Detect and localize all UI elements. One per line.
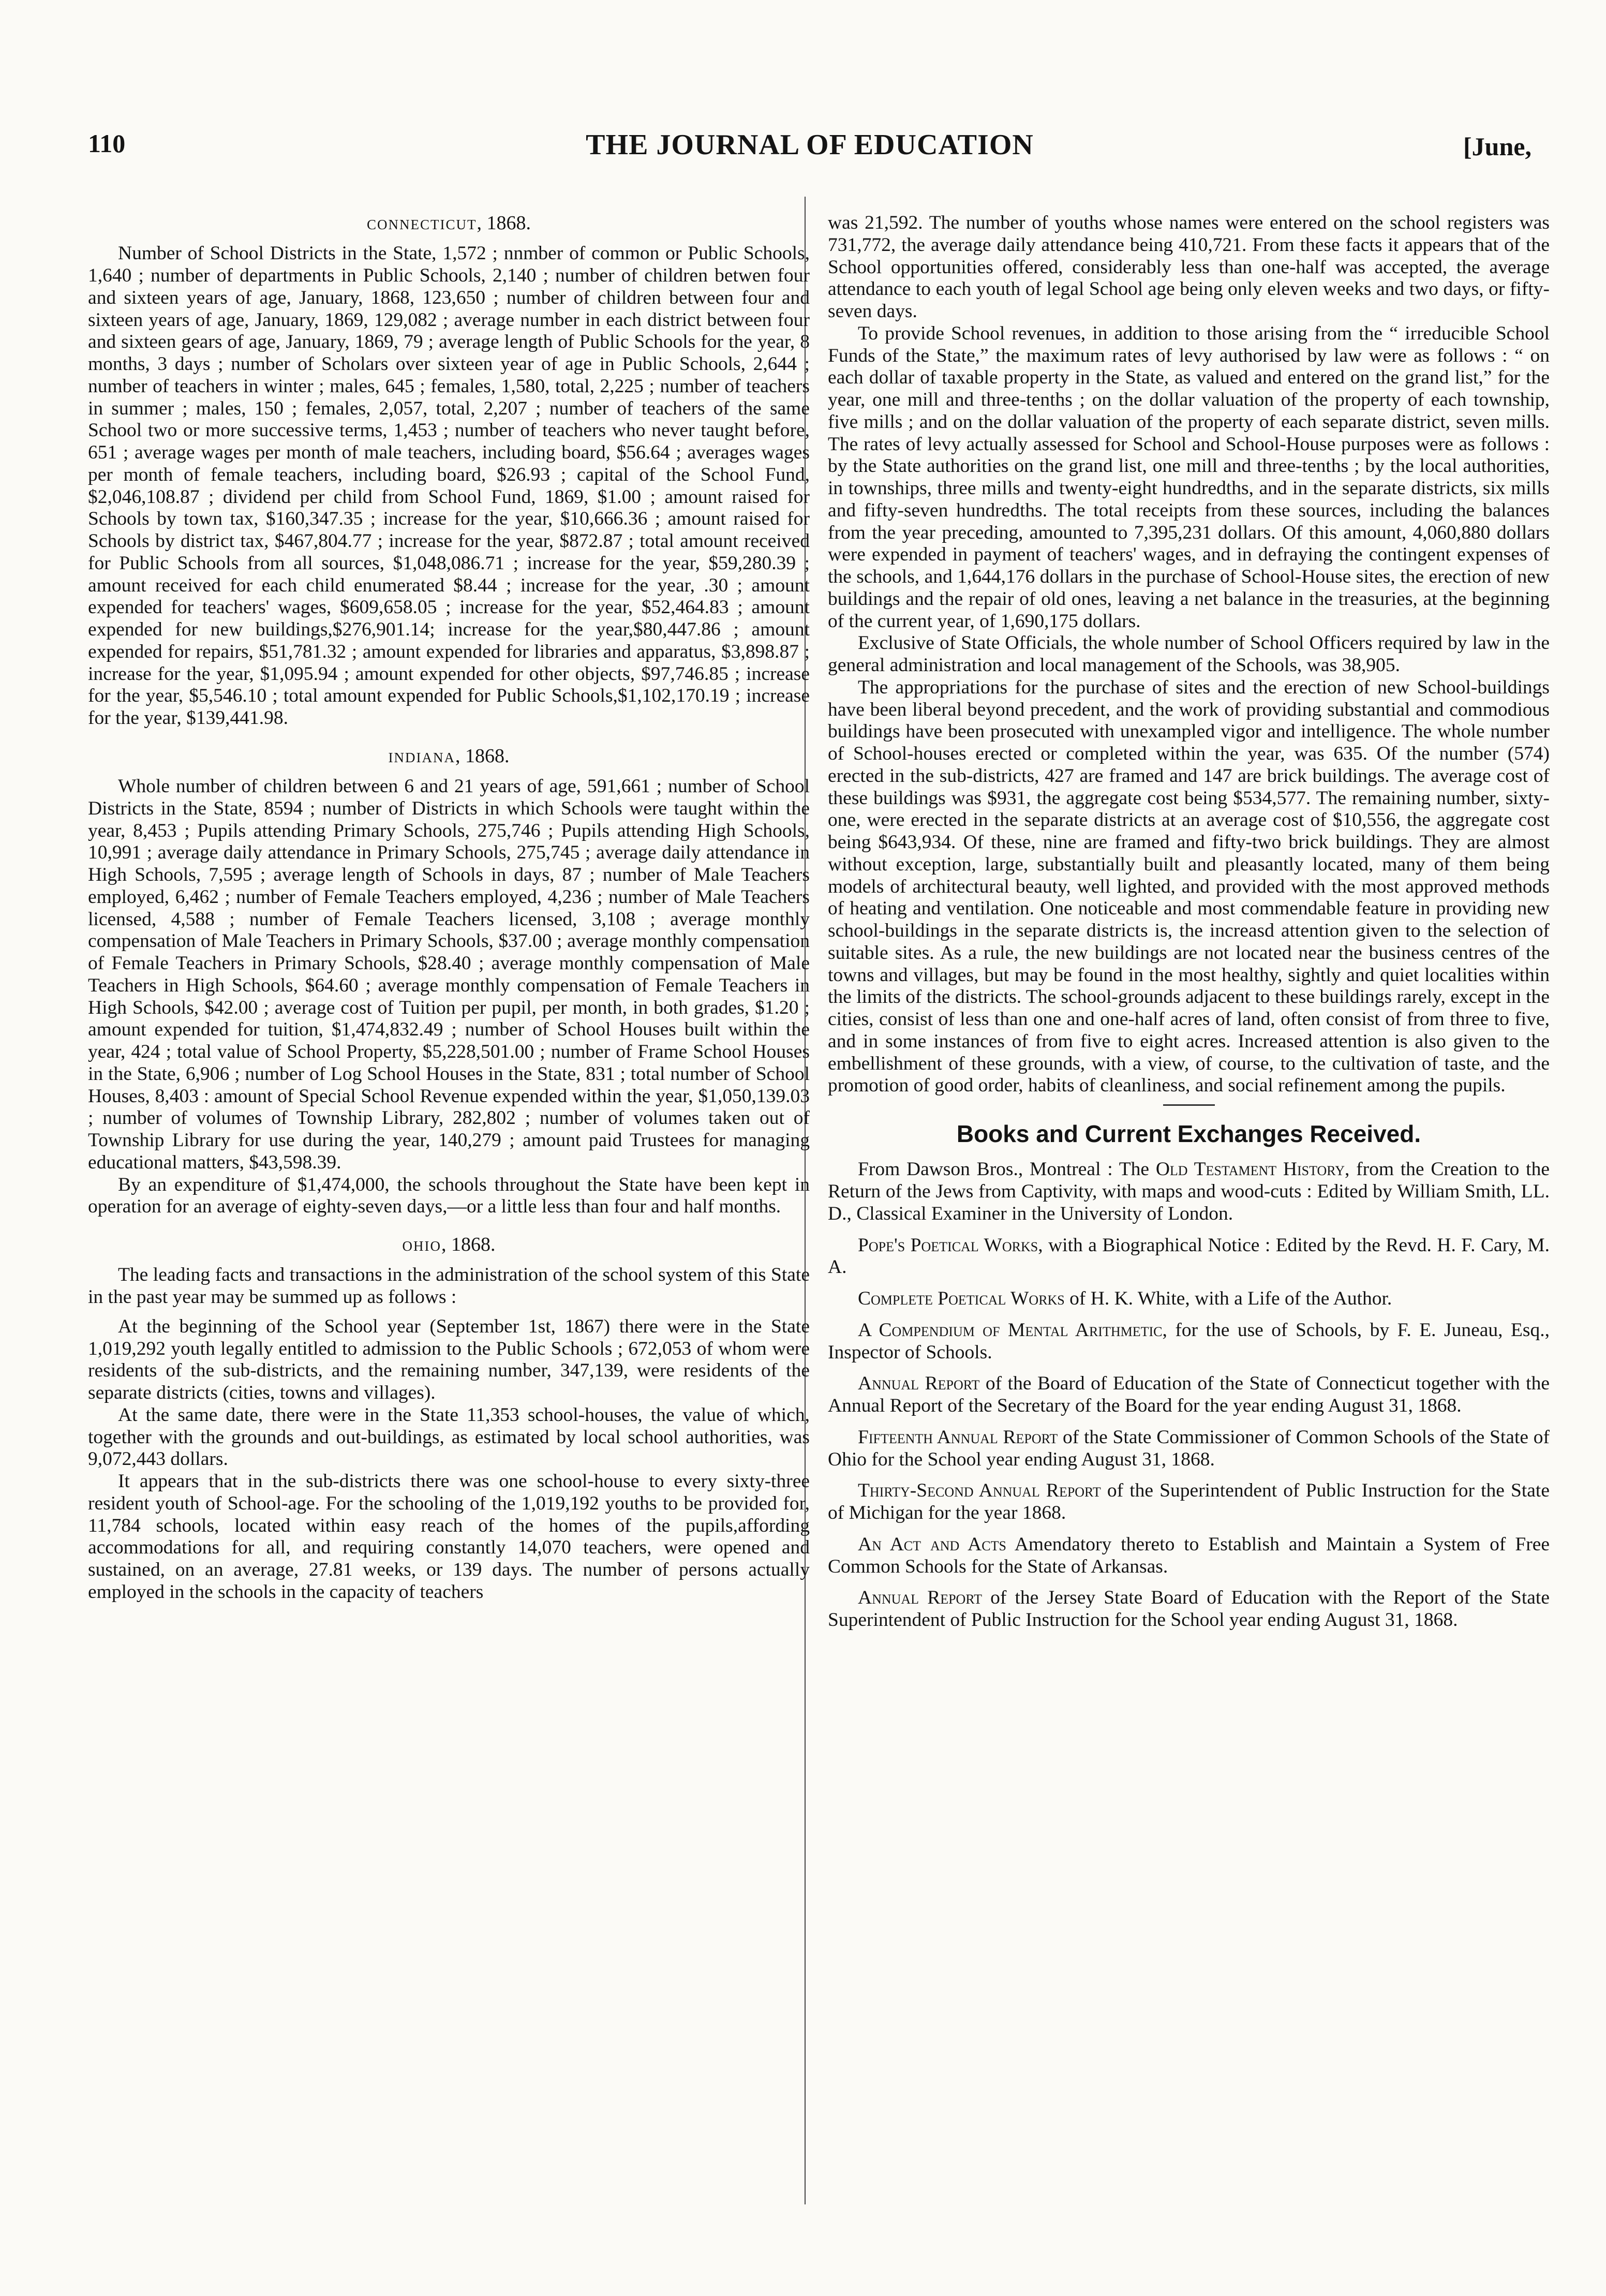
book-entry-description: of H. K. White, with a Life of the Author. <box>1064 1288 1392 1310</box>
indiana-paragraph-1: Whole number of children between 6 and 21 years of age, 591,661 ; number of School Districts in the State, 8594 ; number of Districts in which Schools were taught within the year, 8,453 ; Pupils attending Primary Schools, 275,746 ; Pupils attending High Schools, 10,991 ; average daily attendance in Primary Schools, 275,745 ; average daily attendance in High Schools, 7,595 ; average length of Schools in days, 87 ; number of Male Teachers employed, 6,462 ; number of Female Teachers employed, 4,236 ; number of Male Teachers licensed, 4,588 ; number of Female Teachers licensed, 3,108 ; average monthly compensation of Male Teachers in Primary Schools, $37.00 ; average monthly compensation of Female Teachers in Primary Schools, $28.40 ; average monthly compensation of Male Teachers in High Schools, $64.60 ; average monthly compensation of Female Teachers in High Schools, $42.00 ; average cost of Tuition per pupil, per month, in both grades, $1.20 ; amount expended for tuition, $1,474,832.49 ; number of School Houses built within the year, 424 ; total value of School Property, $5,228,501.00 ; number of Frame School Houses in the State, 6,906 ; number of Log School Houses in the State, 831 ; total number of School Houses, 8,403 : amount of Special School Revenue expended within the year, $1,050,139.03 ; number of volumes of Township Library, 282,802 ; number of volumes taken out of Township Library for use during the year, 140,279 ; amount paid Trustees for managing educational matters, $43,598.39. <box>88 776 810 1173</box>
connecticut-paragraph: Number of School Districts in the State, 1,572 ; nnmber of common or Public Schools, 1,640 ; number of departments in Public Schools, 2,140 ; number of children betwen four and sixteen years of age, January, 1868, 123,650 ; number of children between four and sixteen years of age, January, 1869, 129,082 ; average number in each district between four and sixteen gears of age, January, 1869, 79 ; average length of Public Schools for the year, 8 months, 3 days ; number of Scholars over sixteen year of age in Public Schools, 2,644 ; number of teachers in winter ; males, 645 ; females, 1,580, total, 2,225 ; number of teachers in summer ; males, 150 ; females, 2,057, total, 2,207 ; number of teachers of the same School two or more successive terms, 1,453 ; number of teachers who never taught before, 651 ; average wages per month of male teachers, including board, $56.64 ; averages wages per month of female teachers, including board, $26.93 ; capital of the School Fund, $2,046,108.87 ; dividend per child from School Fund, 1869, $1.00 ; amount raised for Schools by town tax, $160,347.35 ; increase for the year, $10,666.36 ; amount raised for Schools by district tax, $467,804.77 ; increase for the year, $872.87 ; total amount received for Public Schools from all sources, $1,048,086.71 ; increase for the year, $59,280.39 ; amount received for each child enumerated $8.44 ; increase for the year, .30 ; amount expended for teachers' wages, $609,658.05 ; increase for the year, $52,464.83 ; amount expended for new buildings,$276,901.14; increase for the year,$80,447.86 ; amount expended for repairs, $51,781.32 ; amount expended for libraries and apparatus, $3,898.87 ; increase for the year, $1,095.94 ; amount expended for other objects, $97,746.85 ; increase for the year, $5,546.10 ; total amount expended for Public Schools,$1,102,170.19 ; increase for the year, $139,441.98. <box>88 243 810 729</box>
issue-month: [June, <box>1463 132 1531 161</box>
book-entry <box>828 1320 1550 1364</box>
section-year: , 1868. <box>477 212 531 234</box>
ohio-continued-paragraph-2: To provide School revenues, in addition to those arising from the “ irreducible School Funds of the State,” the maximum rates of levy authorised by law were as follows : “ on each dollar of taxable property in the State, as valued and entered on the grand list,” for the year, one mill and three-tenths ; on the dollar valuation of the property of each township, five mills ; and on the dollar valuation of the property of each separate district, seven mills. The rates of levy actually assessed for School and School-House purposes were as follows : by the State authorities on the grand list, one mill and three-tenths ; by the local authorities, in townships, three mills and twenty-eight hundredths, and in the separate districts, six mills and fifty-seven hundredths. The total receipts from these sources, including the balances from the year preceding, amounted to 7,395,231 dollars. Of this amount, 4,060,880 dollars were expended in payment of teachers' wages, and in defraying the contingent expenses of the schools, and 1,644,176 dollars in the purchase of School-House sites, the erection of new buildings and the repair of old ones, leaving a net balance in the treasuries, at the beginning of the current year, of 1,690,175 dollars. <box>828 322 1550 632</box>
book-entry-description: of the Jersey State Board of Education with the Report of the State Superintendent of Public Instruction for the School year ending August 31, 1868. <box>828 1587 1550 1631</box>
page-number: 110 <box>88 129 126 158</box>
book-entry <box>828 1373 1550 1417</box>
book-entry <box>828 1159 1550 1225</box>
book-entry <box>828 1587 1550 1632</box>
ohio-continued-paragraph-1: was 21,592. The number of youths whose names were entered on the school registers was 731,772, the average daily attendance being 410,721. From these facts it appears that of the School opportunities offered, considerably less than one-half was accepted, the average attendance to each youth of legal School age being only eleven weeks and two days, or fifty-seven days. <box>828 212 1550 322</box>
left-column <box>88 212 810 1604</box>
book-entry <box>828 1235 1550 1279</box>
book-entry-description: of the Superintendent of Public Instruction for the State of Michigan for the year 1868. <box>828 1480 1550 1524</box>
book-entry-prefix: A <box>858 1319 879 1341</box>
book-entry-title: An Act and Acts <box>858 1533 1006 1555</box>
ohio-paragraph-1: The leading facts and transactions in the administration of the school system of this State in the past year may be summed up as follows : <box>88 1264 810 1308</box>
book-entry <box>828 1427 1550 1471</box>
book-entry-description: , with a Biographical Notice : Edited by the Revd. H. F. Cary, M. A. <box>828 1234 1550 1278</box>
journal-title: THE JOURNAL OF EDUCATION <box>586 129 1034 161</box>
book-entry-description: of the State Commissioner of Common Schools of the State of Ohio for the School year ending August 31, 1868. <box>828 1426 1550 1470</box>
section-heading-ohio <box>88 1234 810 1256</box>
section-place: connecticut <box>367 212 477 234</box>
book-entry <box>828 1534 1550 1578</box>
book-entry-description: of the Board of Education of the State of Connecticut together with the Annual Report of the Secretary of the Board for the year ending August 31, 1868. <box>828 1373 1550 1417</box>
book-entry-title: Pope's Poetical Works <box>858 1234 1038 1256</box>
section-place: indiana <box>388 745 455 767</box>
ohio-paragraph-2: At the beginning of the School year (September 1st, 1867) there were in the State 1,019,292 youth legally entitled to admission to the Public Schools ; 672,053 of whom were residents of the sub-districts, and the remaining number, 347,139, were residents of the separate districts (cities, towns and villages). <box>88 1315 810 1404</box>
ohio-paragraph-4: It appears that in the sub-districts there was one school-house to every sixty-three resident youth of School-age. For the schooling of the 1,019,192 youths to be provided for, 11,784 schools, located within easy reach of the homes of the pupils,affording accommodations for all, and requiring constantly 14,070 teachers, were opened and sustained, on an average, 27.81 weeks, or 139 days. The number of persons actually employed in the schools in the capacity of teachers <box>88 1471 810 1603</box>
book-entry-description: Amendatory thereto to Establish and Maintain a System of Free Common Schools for the State of Arkansas. <box>828 1533 1550 1577</box>
section-year: , 1868. <box>455 745 510 767</box>
book-entry-description: , from the Creation to the Return of the Jews from Captivity, with maps and wood-cuts : Edited by William Smith, LL. D., Classical Examiner in the University of London. <box>828 1159 1550 1224</box>
book-entry-description: , for the use of Schools, by F. E. Juneau, Esq., Inspector of Schools. <box>828 1319 1550 1363</box>
books-received-heading: Books and Current Exchanges Received. <box>956 1120 1421 1147</box>
ohio-paragraph-3: At the same date, there were in the State 11,353 school-houses, the value of which, together with the grounds and out-buildings, as estimated by local school authorities, was 9,072,443 dollars. <box>88 1404 810 1470</box>
section-place: ohio <box>402 1234 441 1256</box>
book-entry-title: Thirty-Second Annual Report <box>858 1480 1101 1502</box>
books-received-list <box>828 1159 1550 1632</box>
section-heading-connecticut <box>88 212 810 234</box>
book-entry <box>828 1288 1550 1310</box>
section-rule <box>1163 1104 1215 1106</box>
book-entry-title: Compendium of Mental Arithmetic <box>879 1319 1163 1341</box>
book-entry-title: Fifteenth Annual Report <box>858 1426 1058 1448</box>
book-entry-prefix: From Dawson Bros., Montreal : The <box>858 1159 1156 1180</box>
book-entry-title: Annual Report <box>858 1373 980 1395</box>
indiana-paragraph-2: By an expenditure of $1,474,000, the schools throughout the State have been kept in operation for an average of eighty-seven days,—or a little less than four and half months. <box>88 1174 810 1218</box>
ohio-continued-paragraph-4: The appropriations for the purchase of sites and the erection of new School-buildings have been liberal beyond precedent, and the work of providing substantial and commodious buildings have been prosecuted with unexampled vigor and intelligence. The whole number of School-houses erected or completed within the year, was 635. Of the number (574) erected in the sub-districts, 427 are framed and 147 are brick buildings. The average cost of these buildings was $931, the aggregate cost being $534,577. The remaining number, sixty-one, were erected in the separate districts at an average cost of $10,556, the aggregate cost being $643,934. Of these, nine are framed and fifty-two brick buildings. They are almost without exception, large, substantially built and pleasantly located, many of them being models of architectural beauty, well lighted, and provided with the most approved methods of heating and ventilation. One noticeable and most commendable feature in providing new school-buildings in the separate districts is, the increasd attention given to the selection of suitable sites. As a rule, the new buildings are not located near the business centres of the towns and villages, but may be found in the most healthy, sightly and quiet localities within the limits of the districts. The school-grounds adjacent to these buildings rarely, except in the cities, consist of less than one and one-half acres of land, often consist of from three to five, and in some instances of from five to eight acres. Increased attention is also given to the embellishment of these grounds, with a view, of course, to the cultivation of taste, and the promotion of good order, habits of cleanliness, and social refinement among the pupils. <box>828 676 1550 1097</box>
book-entry <box>828 1480 1550 1524</box>
book-entry-title: Complete Poetical Works <box>858 1288 1065 1310</box>
book-entry-title: Old Testament History <box>1155 1159 1345 1180</box>
page-header <box>88 128 1531 170</box>
right-column <box>828 212 1550 1641</box>
section-heading-indiana <box>88 745 810 767</box>
book-entry-title: Annual Report <box>858 1587 982 1609</box>
ohio-continued-paragraph-3: Exclusive of State Officials, the whole number of School Officers required by law in the general administration and local management of the Schools, was 38,905. <box>828 632 1550 676</box>
section-year: , 1868. <box>441 1234 496 1256</box>
